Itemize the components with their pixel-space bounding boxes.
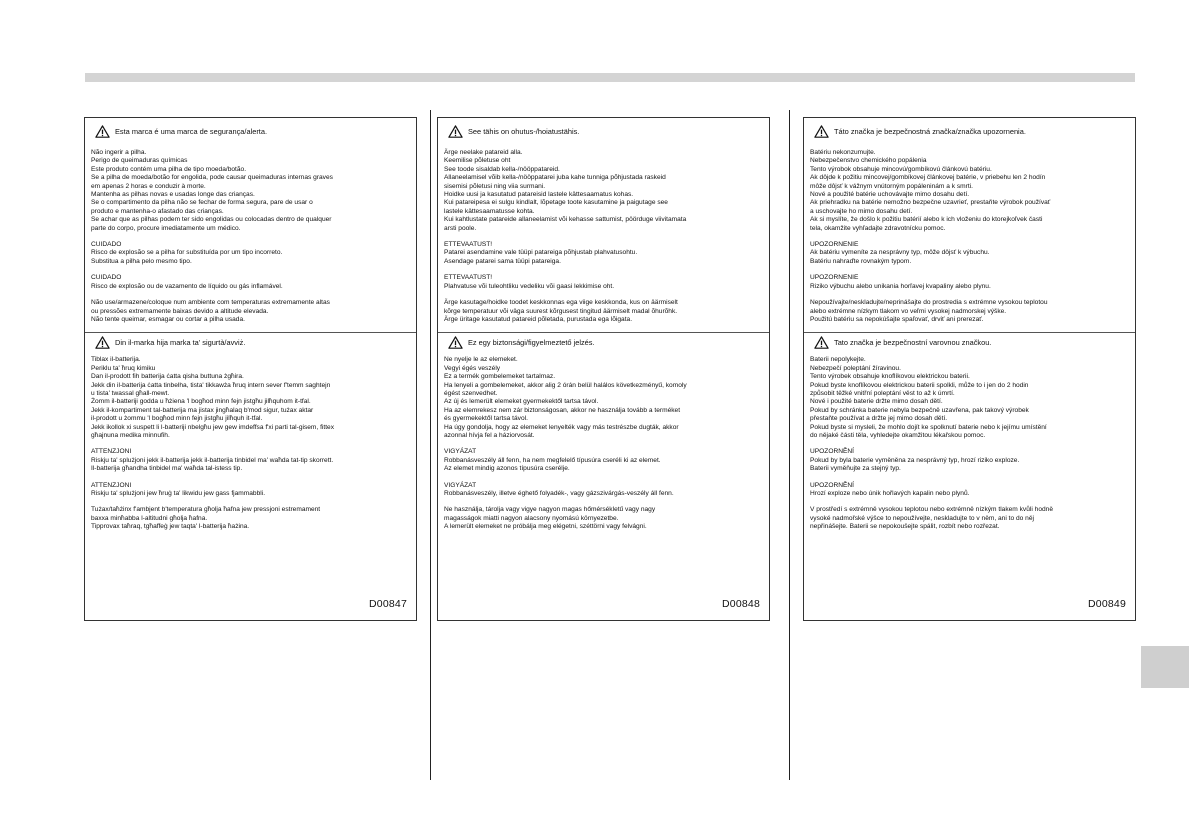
text-line: magasságok miatti nagyon alacsony nyomású környezetbe. [444, 514, 619, 522]
text-line: Ez a termék gombelemeket tartalmaz. [444, 373, 556, 381]
text-line: Vegyi égés veszély [444, 364, 501, 372]
alert-heading [814, 125, 1129, 138]
alert-text: Din il-marka hija marka ta' sigurtà/avviż. [115, 338, 246, 348]
text-line: VIGYÁZAT [444, 481, 477, 489]
text-line: Pokud byste knoflíkovou elektrickou baterii spolkli, může to i jen do 2 hodin [810, 381, 1029, 389]
text-line: tela, okamžite vyhľadajte zdravotnícku pomoc. [810, 224, 946, 232]
warning-section [85, 118, 416, 324]
warning-paragraph [810, 356, 1129, 440]
text-line: CUIDADO [91, 241, 122, 249]
text-line: Batériu nahraďte rovnakým typom. [810, 257, 912, 265]
text-line: Patarei asendamine vale tüüpi patareiga põhjustab plahvatusohtu. [444, 249, 638, 257]
text-line: Nové i použité baterie držte mimo dosah dětí. [810, 398, 943, 406]
text-line: Asendage patarei sama tüüpi patareiga. [444, 257, 561, 265]
text-line: UPOZORNĚNÍ [810, 448, 854, 456]
text-line: Robbanásveszély áll fenn, ha nem megfelelő típusúra cseréli ki az elemet. [444, 456, 661, 464]
text-line: égést szenvedhet. [444, 389, 498, 397]
header-rule [85, 73, 1135, 82]
warning-paragraph [91, 149, 410, 233]
text-line: Tiblax il-batterija. [91, 356, 141, 364]
text-line: Dan il-prodott fih batterija ċatta qisha buttuna żgħira. [91, 373, 244, 381]
text-line: lastele kättesaamatusse kohta. [444, 207, 535, 215]
text-line: CUIDADO [91, 274, 122, 282]
text-line: Se a pilha de moeda/botão for engolida, pode causar queimaduras internas graves [91, 174, 333, 182]
warning-triangle-icon [814, 125, 829, 138]
warning-paragraph [91, 241, 410, 266]
text-line: Az elemet mindig azonos típusúra cserélje. [444, 465, 570, 473]
text-line: Mantenha as pilhas novas e usadas longe das crianças. [91, 191, 255, 199]
text-line: Riskju ta' splużjoni jew ħruġ ta' likwidu jew gass fjammabbli. [91, 490, 266, 497]
text-line: Tento výrobok obsahuje mincovú/gombíkovú článkovú batériu. [810, 165, 992, 173]
alert-text: Ez egy biztonsági/figyelmeztető jelzés. [468, 338, 595, 348]
text-line: Ak batériu vymeníte za nesprávny typ, môže dôjsť k výbuchu. [810, 249, 990, 257]
text-line: Se achar que as pilhas podem ter sido engolidas ou colocadas dentro de qualquer [91, 216, 332, 224]
text-line: Robbanásveszély, illetve éghető folyadék-, vagy gázszivárgás-veszély áll fenn. [444, 490, 674, 497]
warning-triangle-icon [448, 125, 463, 138]
warning-label-panel [437, 117, 770, 621]
text-line: Keemilise põletuse oht [444, 157, 511, 165]
text-line: vysoké nadmořské výšce to nepoužívejte, neskladujte to v něm, ani to do něj [810, 514, 1034, 522]
warning-paragraph [91, 356, 410, 440]
text-line: u tista' twassal għall-mewt. [91, 389, 170, 397]
text-line: Pokud byste si mysleli, že mohlo dojít ke spolknutí baterie nebo k jejímu umístění [810, 423, 1047, 431]
text-line: Nebezpečí poleptání žíravinou. [810, 364, 901, 372]
alert-heading [95, 336, 410, 349]
warning-label-panel [803, 117, 1136, 621]
text-line: Il-batterija għandha tinbidel ma' waħda tal-istess tip. [91, 465, 243, 473]
warning-paragraph [444, 299, 763, 324]
text-line: Hrozí exploze nebo únik hořlavých kapalin nebo plynů. [810, 490, 970, 497]
text-line: Tento výrobek obsahuje knoflíkovou elektrickou baterii. [810, 373, 970, 381]
alert-heading [95, 125, 410, 138]
alert-heading [448, 336, 763, 349]
warning-triangle-icon [814, 336, 829, 349]
text-line: Não tente queimar, esmagar ou cortar a pilha usada. [91, 315, 245, 323]
text-line: Jekk ikollok xi suspett li l-batteriji nbelgħu jew gew imdeffsa f'xi parti tal-gisem, fittex [91, 423, 335, 431]
text-line: Nové a použité batérie uchovávajte mimo dosahu detí. [810, 191, 970, 199]
text-line: Não ingerir a pilha. [91, 149, 147, 156]
text-line: ATTENZJONI [91, 448, 132, 456]
text-line: ETTEVAATUST! [444, 241, 493, 249]
text-line: Batériu nekonzumujte. [810, 149, 876, 156]
text-line: Az új és lemerült elemeket gyermekektől tartsa távol. [444, 398, 599, 406]
warning-paragraph [444, 448, 763, 473]
text-line: baxxa minħabba l-altitudni għolja ħafna. [91, 514, 208, 522]
warning-paragraph [810, 149, 1129, 233]
text-line: kõrge temperatuur või väga suurest kõrgusest tingitud äärmiselt madal õhurõhk. [444, 307, 678, 315]
text-line: Tipprovax taħraq, tgħaffeġ jew taqta' l-batterija ħażina. [91, 523, 250, 531]
alert-text: See tähis on ohutus-/hoiatustähis. [468, 127, 580, 136]
warning-paragraph [91, 448, 410, 473]
text-line: Ha úgy gondolja, hogy az elemeket lenyelték vagy más testrészbe dugták, akkor [444, 423, 679, 431]
warning-triangle-icon [448, 336, 463, 349]
warning-label-panel [84, 117, 417, 621]
text-line: způsobit těžké vnitřní poleptání věst to až k úmrtí. [810, 389, 955, 397]
text-line: Jekk din il-batterija ċatta tinbelha, tista' tikkawża ħruq intern sever f'temm saghtejn [91, 381, 331, 389]
text-line: UPOZORNENIE [810, 274, 859, 282]
text-line: em apenas 2 horas e conduzir à morte. [91, 182, 206, 190]
text-line: Ne használja, tárolja vagy vigye nagyon magas hőmérsékletű vagy nagy [444, 506, 656, 514]
alert-text: Esta marca é uma marca de segurança/alerta. [115, 127, 267, 136]
alert-heading [814, 336, 1129, 349]
text-line: azonnal hívja fel a háziorvosát. [444, 431, 535, 439]
text-line: Ak si myslíte, že došlo k požitiu batérií alebo k ich vloženiu do ktorejkoľvek časti [810, 216, 1043, 224]
text-line: Ärge kasutage/hoidke toodet keskkonnas ega viige keskkonda, kus on äärmiselt [444, 299, 678, 307]
warning-paragraph [444, 356, 763, 440]
text-line: Riziko výbuchu alebo unikania horľavej kvapaliny alebo plynu. [810, 282, 991, 290]
text-line: Pokud by schránka baterie nebyla bezpečně uzavřena, pak takový výrobek [810, 406, 1029, 414]
text-line: nepřinášejte. Baterii se nepokoušejte spálit, rozbít nebo rozřezat. [810, 523, 1000, 531]
warning-triangle-icon [95, 125, 110, 138]
label-code: D00847 [369, 598, 407, 610]
chapter-tab [1141, 646, 1189, 688]
warning-section [85, 332, 416, 531]
text-line: Plahvatuse või tuleohtliku vedeliku või gaasi lekkimise oht. [444, 282, 615, 290]
text-line: See toode sisaldab kella-/nööppatareid. [444, 165, 560, 173]
text-line: A lemerült elemeket ne próbálja meg elégetni, széttörni vagy felvágni. [444, 523, 647, 531]
label-code: D00849 [1088, 598, 1126, 610]
text-line: produto e mantenha-o afastado das crianças. [91, 207, 224, 215]
alert-text: Tato značka je bezpečnostní varovnou značkou. [834, 338, 992, 348]
warning-triangle-icon [95, 336, 110, 349]
text-line: għajnuna medika minnufih. [91, 431, 170, 439]
text-line: VIGYÁZAT [444, 448, 477, 456]
warning-section [804, 332, 1135, 531]
warning-paragraph [91, 482, 410, 499]
text-line: Pokud by byla baterie vyměněna za nesprávný typ, hrozí riziko exploze. [810, 456, 1020, 464]
text-line: Nebezpečenstvo chemického popálenia [810, 157, 927, 165]
text-line: môže dôjsť k vážnym vnútorným popáleninám a k smrti. [810, 182, 973, 190]
warning-paragraph [810, 299, 1129, 324]
column-divider [789, 110, 790, 780]
warning-paragraph [810, 274, 1129, 291]
warning-paragraph [91, 506, 410, 531]
text-line: Ak priehradku na batérie nemožno bezpečne uzavrieť, prestaňte výrobok používať [810, 199, 1051, 207]
label-code: D00848 [722, 598, 760, 610]
text-line: Não use/armazene/coloque num ambiente com temperaturas extremamente altas [91, 299, 330, 307]
warning-paragraph [91, 274, 410, 291]
warning-section [438, 332, 769, 531]
text-line: Použitú batériu sa nepokúšajte spaľovať, drviť ani prerezať. [810, 315, 984, 323]
text-line: Hoidke uusi ja kasutatud patareisid lastele kättesaamatus kohas. [444, 191, 634, 199]
text-line: Ärge üritage kasutatud patareid põletada, purustada ega lõigata. [444, 315, 633, 323]
text-line: Kui kahtlustate patareide allaneelamist või kehasse sattumist, pöörduge viivitamata [444, 216, 687, 224]
warning-section [804, 118, 1135, 324]
warning-paragraph [810, 241, 1129, 266]
text-line: Żomm il-batteriji godda u ħżiena 'l bogħod minn fejn jistgħu jilħquhom it-tfal. [91, 398, 311, 406]
text-line: Este produto contém uma pilha de tipo moeda/botão. [91, 165, 247, 173]
text-line: Risco de explosão se a pilha for substituída por um tipo incorreto. [91, 249, 283, 257]
warning-paragraph [810, 506, 1129, 531]
text-line: Kui patareipesa ei sulgu kindlalt, lõpetage toote kasutamine ja paigutage see [444, 199, 668, 207]
text-line: ETTEVAATUST! [444, 274, 493, 282]
warning-paragraph [444, 482, 763, 499]
warning-paragraph [91, 299, 410, 324]
warning-paragraph [444, 149, 763, 233]
text-line: do nějaké části těla, vyhledejte okamžitou lékařskou pomoc. [810, 431, 986, 439]
text-line: ATTENZJONI [91, 481, 132, 489]
text-line: sisemisi põletusi ning viia surmani. [444, 182, 546, 190]
text-line: Nepoužívajte/neskladujte/neprinášajte do prostredia s extrémne vysokou teplotou [810, 299, 1048, 307]
warning-paragraph [810, 448, 1129, 473]
alert-heading [448, 125, 763, 138]
warning-paragraph [444, 241, 763, 266]
warning-paragraph [444, 274, 763, 291]
text-line: Riskju ta' splużjoni jekk il-batterija jekk il-batterija tinbidel ma' waħda tat-tip skorrett. [91, 456, 334, 464]
text-line: Baterii vyměňujte za stejný typ. [810, 465, 901, 473]
text-line: Periklu ta' ħruq kimiku [91, 364, 156, 372]
text-line: Ärge neelake patareid alla. [444, 149, 523, 156]
text-line: parte do corpo, procure imediatamente um médico. [91, 224, 241, 232]
text-line: a uschovajte ho mimo dosahu detí. [810, 207, 913, 215]
text-line: és gyermekektől tartsa távol. [444, 415, 528, 423]
text-line: Baterii nepolykejte. [810, 356, 866, 364]
text-line: alebo extrémne nízkym tlakom vo veľmi vysokej nadmorskej výške. [810, 307, 1007, 315]
text-line: ou pressões extremamente baixas devido a altitude elevada. [91, 307, 269, 315]
text-line: Ha lenyeli a gombelemeket, akkor alig 2 órán belül halálos következményű, komoly [444, 381, 687, 389]
text-line: UPOZORNENIE [810, 241, 859, 249]
text-line: Ne nyelje le az elemeket. [444, 356, 518, 364]
text-line: Ha az elemrekesz nem zár biztonságosan, akkor ne használja tovább a terméket [444, 406, 681, 414]
text-line: Allaneelamisel võib kella-/nööppatarei juba kahe tunniga põhjustada raskeid [444, 174, 666, 182]
warning-paragraph [810, 482, 1129, 499]
text-line: Perigo de queimaduras químicas [91, 157, 188, 165]
text-line: UPOZORNĚNÍ [810, 481, 854, 489]
text-line: Substitua a pilha pelo mesmo tipo. [91, 257, 192, 265]
warning-section [438, 118, 769, 324]
text-line: V prostředí s extrémně vysokou teplotou nebo extrémně nízkým tlakem kvůli hodně [810, 506, 1053, 514]
text-line: arsti poole. [444, 224, 477, 232]
alert-text: Táto značka je bezpečnostná značka/značka upozornenia. [834, 127, 1026, 136]
column-divider [430, 110, 431, 780]
warning-paragraph [444, 506, 763, 531]
text-line: Ak dôjde k požitiu mincovej/gombíkovej článkovej batérie, v priebehu len 2 hodín [810, 174, 1046, 182]
text-line: přestaňte používat a držte jej mimo dosah dětí. [810, 415, 948, 423]
text-line: Risco de explosão ou de vazamento de líquido ou gás inflamável. [91, 282, 283, 290]
text-line: Se o compartimento da pilha não se fechar de forma segura, pare de usar o [91, 199, 313, 207]
text-line: Jekk il-kompartiment tal-batterija ma jistax jingħalaq b'mod sigur, tużax aktar [91, 406, 314, 414]
text-line: Tużax/taħżinx f'ambjent b'temperatura għolja ħafna jew pressjoni estremament [91, 506, 321, 514]
text-line: il-prodott u żommu 'l bogħod minn fejn jistgħu jilħquh it-tfal. [91, 415, 263, 423]
